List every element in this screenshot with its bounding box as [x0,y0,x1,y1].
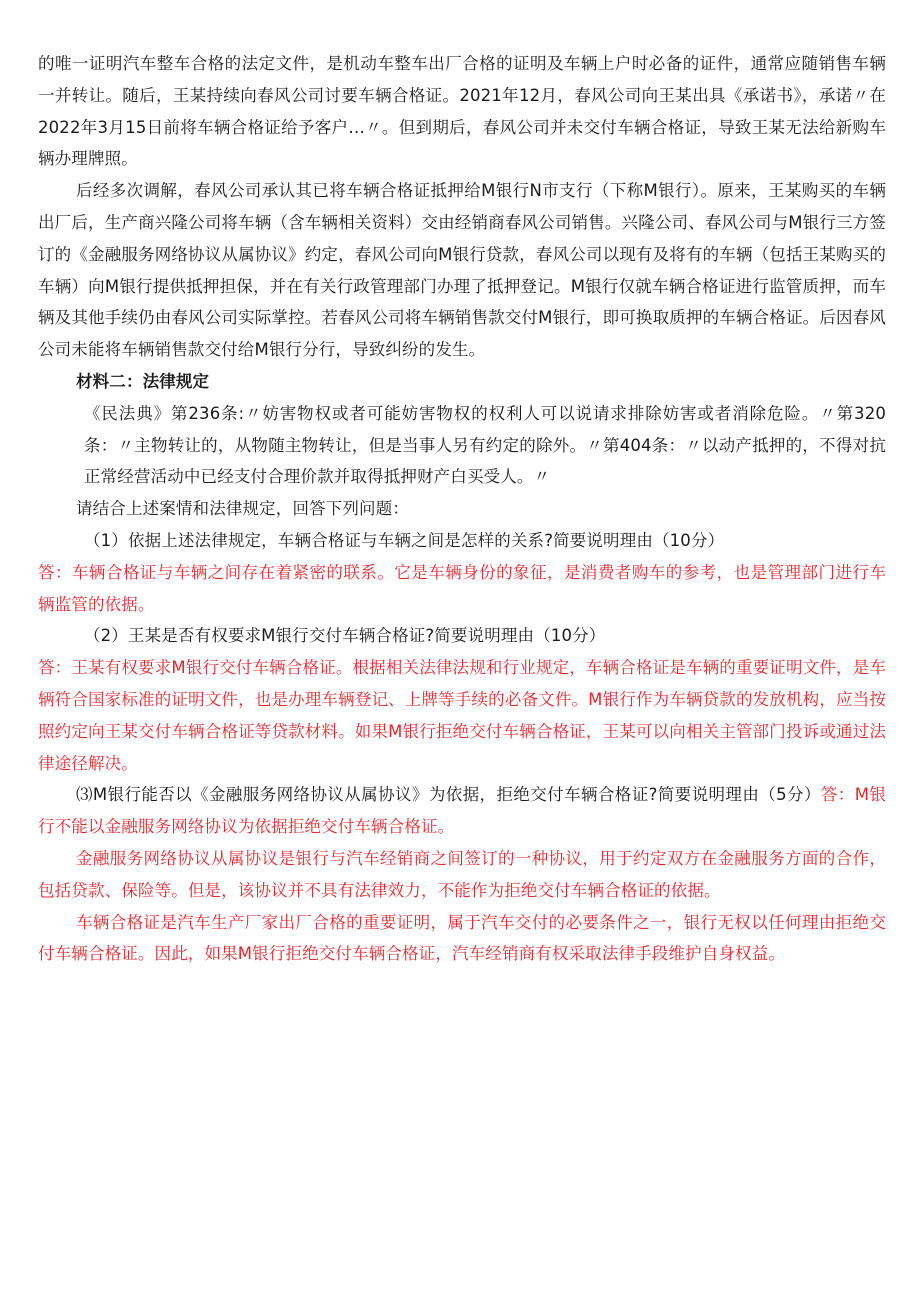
question-1: （1）依据上述法律规定，车辆合格证与车辆之间是怎样的关系?简要说明理由（10分） [84,530,725,550]
law-provisions-text: 《民法典》第236条:〃妨害物权或者可能妨害物权的权利人可以说请求排除妨害或者消除危险。〃第320条：〃主物转让的，从物随主物转让，但是当事人另有约定的除外。〃第404条：〃以动产抵押的，不得对抗正常经营活动中已经支付合理价款并取得抵押财产白买受人。〃 [84,403,886,487]
law-provisions [38,398,886,493]
answer-1: 答：车辆合格证与车辆之间存在着紧密的联系。它是车辆身份的象征，是消费者购车的参考，也是管理部门进行车辆监管的依据。 [38,562,886,614]
question-2: （2）王某是否有权要求M银行交付车辆合格证?简要说明理由（10分） [84,626,606,646]
case-paragraph-2: 后经多次调解，春风公司承认其已将车辆合格证抵押给M银行N市支行（下称M银行）。原来，王某购买的车辆出厂后，生产商兴隆公司将车辆（含车辆相关资料）交由经销商春风公司销售。兴隆公司、春风公司与M银行三方签订的《金融服务网络协议从属协议》约定，春风公司向M银行贷款，春风公司以现有及将有的车辆（包括王某购买的车辆）向M银行提供抵押担保，并在有关行政管理部门办理了抵押登记。M银行仅就车辆合格证进行监管质押，而车辆及其他手续仍由春风公司实际掌控。若春风公司将车辆销售款交付M银行，即可换取质押的车辆合格证。后因春风公司未能将车辆销售款交付给M银行分行，导致纠纷的发生。 [38,181,886,360]
question-3: ⑶M银行能否以《金融服务网络协议从属协议》为依据，拒绝交付车辆合格证?简要说明理由（5分） [76,785,821,805]
question-3-block [38,779,886,843]
answer-3-paragraph-2: 金融服务网络协议从属协议是银行与汽车经销商之间签订的一种协议，用于约定双方在金融服务方面的合作，包括贷款、保险等。但是，该协议并不具有法律效力，不能作为拒绝交付车辆合格证的依据。 [38,848,886,900]
answer-2: 答：王某有权要求M银行交付车辆合格证。根据相关法律法规和行业规定，车辆合格证是车辆的重要证明文件，是车辆符合国家标准的证明文件，也是办理车辆登记、上牌等手续的必备文件。M银行作为车辆贷款的发放机构，应当按照约定向王某交付车辆合格证等贷款材料。如果M银行拒绝交付车辆合格证，王某可以向相关主管部门投诉或通过法律途径解决。 [38,658,886,773]
answer-3-inline: 答：M银行不能以金融服务网络协议为依据拒绝交付车辆合格证。 [38,785,886,837]
case-paragraph-1: 的唯一证明汽车整车合格的法定文件，是机动车整车出厂合格的证明及车辆上户时必备的证件，通常应随销售车辆一并转让。随后，王某持续向春风公司讨要车辆合格证。2021年12月，春风公司向王某出具《承诺书》，承诺〃在2022年3月15日前将车辆合格证给予客户…〃。但到期后，春风公司并未交付车辆合格证，导致王某无法给新购车辆办理牌照。 [38,54,886,169]
question-prompt: 请结合上述案情和法律规定，回答下列问题： [76,499,409,519]
material-2-heading: 材料二：法律规定 [76,371,210,391]
answer-3-paragraph-3: 车辆合格证是汽车生产厂家出厂合格的重要证明，属于汽车交付的必要条件之一，银行无权以任何理由拒绝交付车辆合格证。因此，如果M银行拒绝交付车辆合格证，汽车经销商有权采取法律手段维护自身权益。 [38,912,886,964]
